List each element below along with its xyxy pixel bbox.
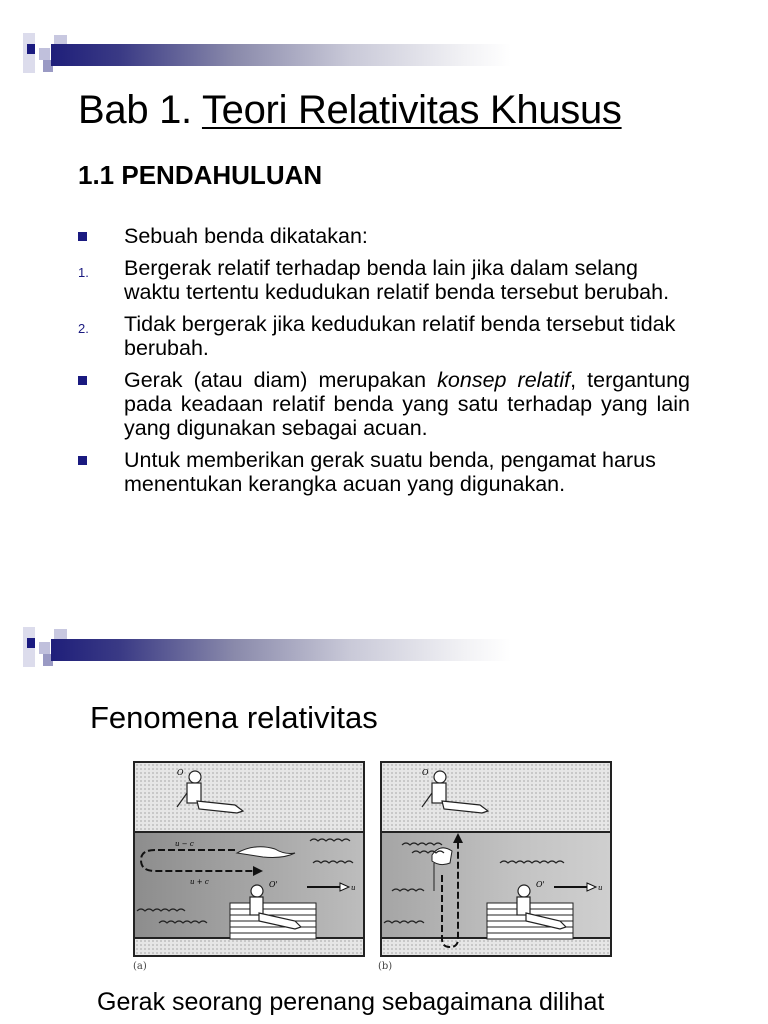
list-item [78,256,690,304]
square-bullet-icon [78,456,87,465]
square-bullet-icon [78,232,87,241]
list-item [78,312,690,360]
gradient-bar [51,44,511,66]
svg-text:O: O [177,768,184,777]
slide-2 [0,560,768,1024]
list-item-text: Sebuah benda dikatakan: [124,224,368,248]
swimmer-illustration-a [135,763,363,955]
list-item-text: Untuk memberikan gerak suatu benda, pengamat harus menentukan kerangka acuan yang digunakan. [124,448,656,496]
bullet-list [78,224,690,504]
list-item-text-before: Gerak (atau diam) merupakan [124,368,438,392]
list-item [78,368,690,440]
svg-text:O': O' [536,880,545,889]
svg-text:O: O [422,768,429,777]
svg-text:O': O' [269,880,278,889]
figure-caption: Gerak seorang perenang sebagaimana dilihat [97,988,605,1016]
svg-text:u: u [598,884,603,892]
slide-title: Fenomena relativitas [90,700,378,735]
title-underlined: Teori Relativitas Khusus [201,88,622,132]
figure-panel-b [380,761,612,957]
deco-square-mid [39,48,50,60]
square-bullet-icon [78,376,87,385]
swimmer-illustration-b [382,763,610,955]
svg-text:u − c: u − c [175,840,194,848]
list-item-text: Bergerak relatif terhadap benda lain jika dalam selang waktu tertentu kedudukan relatif benda tersebut berubah. [124,256,670,304]
deco-square-mid [39,642,50,654]
header-decoration [23,627,493,672]
list-item-text: Tidak bergerak jika kedudukan relatif benda tersebut tidak berubah. [124,312,676,360]
list-number: 1. [78,265,89,280]
deco-square-dark [27,638,35,648]
slide-title [78,88,622,133]
header-decoration [23,33,493,78]
title-prefix: Bab 1. [78,88,192,132]
list-item-text-italic: konsep relatif [437,368,571,392]
gradient-bar [51,639,511,661]
panel-label-b: (b) [378,961,393,972]
list-number: 2. [78,321,89,336]
list-item [78,224,690,248]
list-item [78,448,690,496]
svg-text:u + c: u + c [190,878,209,886]
panel-label-a: (a) [133,961,147,972]
deco-square-dark [27,44,35,54]
svg-text:u: u [351,884,356,892]
section-heading: 1.1 PENDAHULUAN [78,160,323,190]
figure-panel-a [133,761,365,957]
list-item-text-after: , tergantung pada keadaan relatif benda yang satu terhadap yang lain yang digunakan sebagai acuan. [124,368,690,440]
